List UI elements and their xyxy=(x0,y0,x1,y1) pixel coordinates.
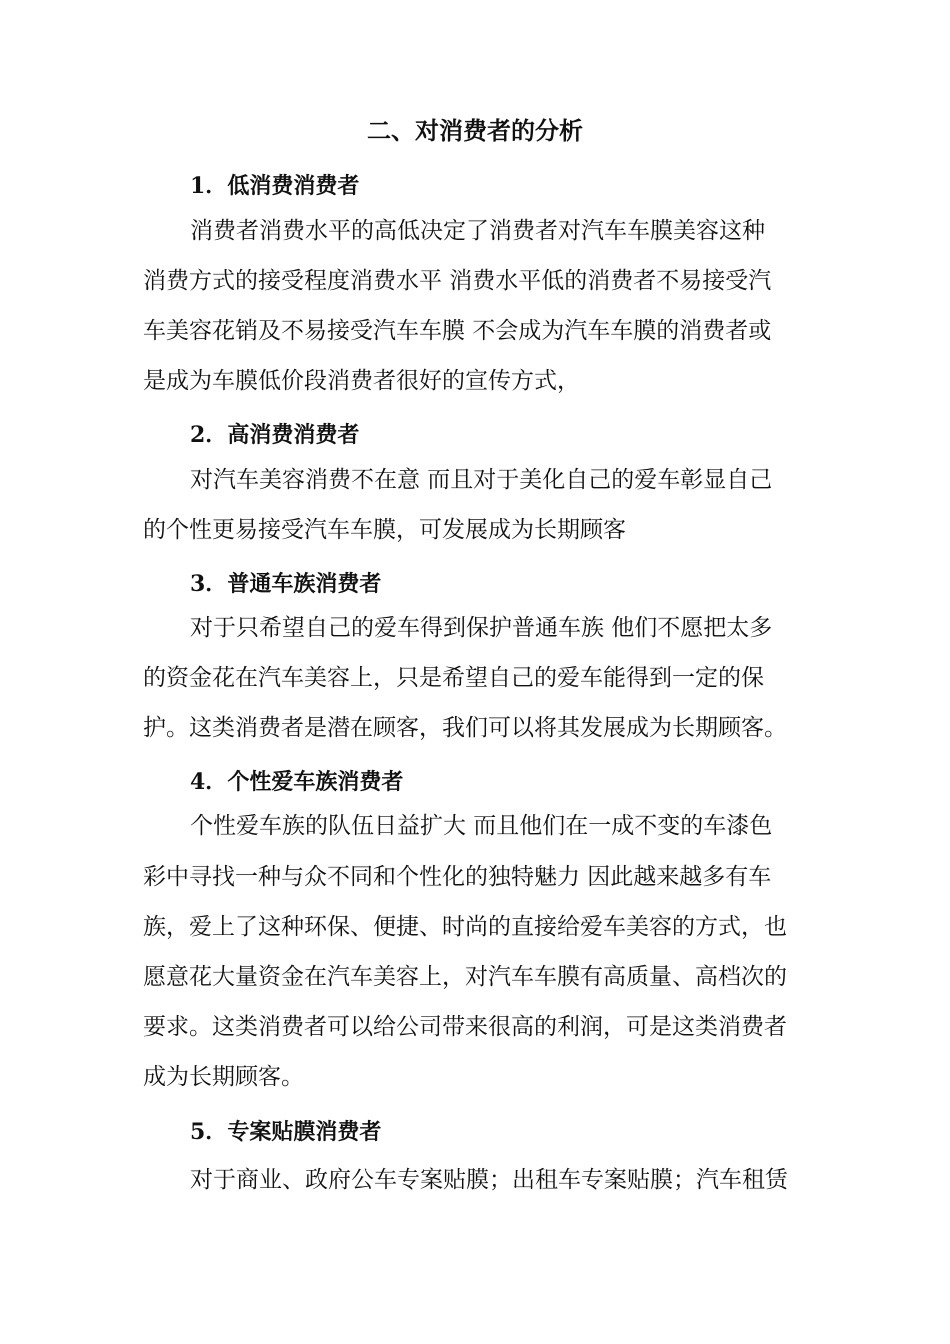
section-heading-4 xyxy=(190,766,403,799)
paragraph-line: 族，爱上了这种环保、便捷、时尚的直接给爱车美容的方式，也 xyxy=(143,914,787,940)
paragraph-line: 对汽车美容消费不在意 而且对于美化自己的爱车彰显自己 xyxy=(190,467,773,493)
section-heading-3 xyxy=(190,568,381,601)
paragraph-line: 愿意花大量资金在汽车美容上，对汽车车膜有高质量、高档次的 xyxy=(143,964,787,990)
section-number-2: 2． xyxy=(190,422,228,448)
paragraph-line: 成为长期顾客。 xyxy=(143,1064,304,1090)
paragraph-line: 对于只希望自己的爱车得到保护普通车族 他们不愿把太多 xyxy=(190,615,773,641)
section-title-2: 高消费消费者 xyxy=(227,423,360,448)
paragraph-line: 要求。这类消费者可以给公司带来很高的利润，可是这类消费者 xyxy=(143,1014,787,1040)
section-number-3: 3． xyxy=(190,571,228,597)
section-title-1: 低消费消费者 xyxy=(227,174,360,199)
section-number-1: 1． xyxy=(190,173,228,199)
section-title-5: 专案贴膜消费者 xyxy=(227,1120,382,1145)
paragraph-line: 消费者消费水平的高低决定了消费者对汽车车膜美容这种 xyxy=(190,218,765,244)
paragraph-line: 护。这类消费者是潜在顾客，我们可以将其发展成为长期顾客。 xyxy=(143,715,787,741)
section-title-3: 普通车族消费者 xyxy=(227,572,382,597)
paragraph-line: 的个性更易接受汽车车膜，可发展成为长期顾客 xyxy=(143,517,626,543)
section-heading-2 xyxy=(190,419,359,452)
paragraph-line: 对于商业、政府公车专案贴膜；出租车专案贴膜；汽车租赁 xyxy=(190,1167,788,1193)
section-number-4: 4． xyxy=(190,769,228,795)
page-title: 二、对消费者的分析 xyxy=(367,117,583,145)
paragraph-line: 消费方式的接受程度消费水平 消费水平低的消费者不易接受汽 xyxy=(143,268,772,294)
section-number-5: 5． xyxy=(190,1119,228,1145)
paragraph-line: 个性爱车族的队伍日益扩大 而且他们在一成不变的车漆色 xyxy=(190,813,773,839)
section-heading-1 xyxy=(190,170,359,203)
paragraph-line: 车美容花销及不易接受汽车车膜 不会成为汽车车膜的消费者或 xyxy=(143,318,772,344)
paragraph-line: 是成为车膜低价段消费者很好的宣传方式， xyxy=(143,368,580,394)
section-heading-5 xyxy=(190,1116,381,1149)
paragraph-line: 彩中寻找一种与众不同和个性化的独特魅力 因此越来越多有车 xyxy=(143,864,772,890)
paragraph-line: 的资金花在汽车美容上，只是希望自己的爱车能得到一定的保 xyxy=(143,665,764,691)
section-title-4: 个性爱车族消费者 xyxy=(227,770,404,795)
